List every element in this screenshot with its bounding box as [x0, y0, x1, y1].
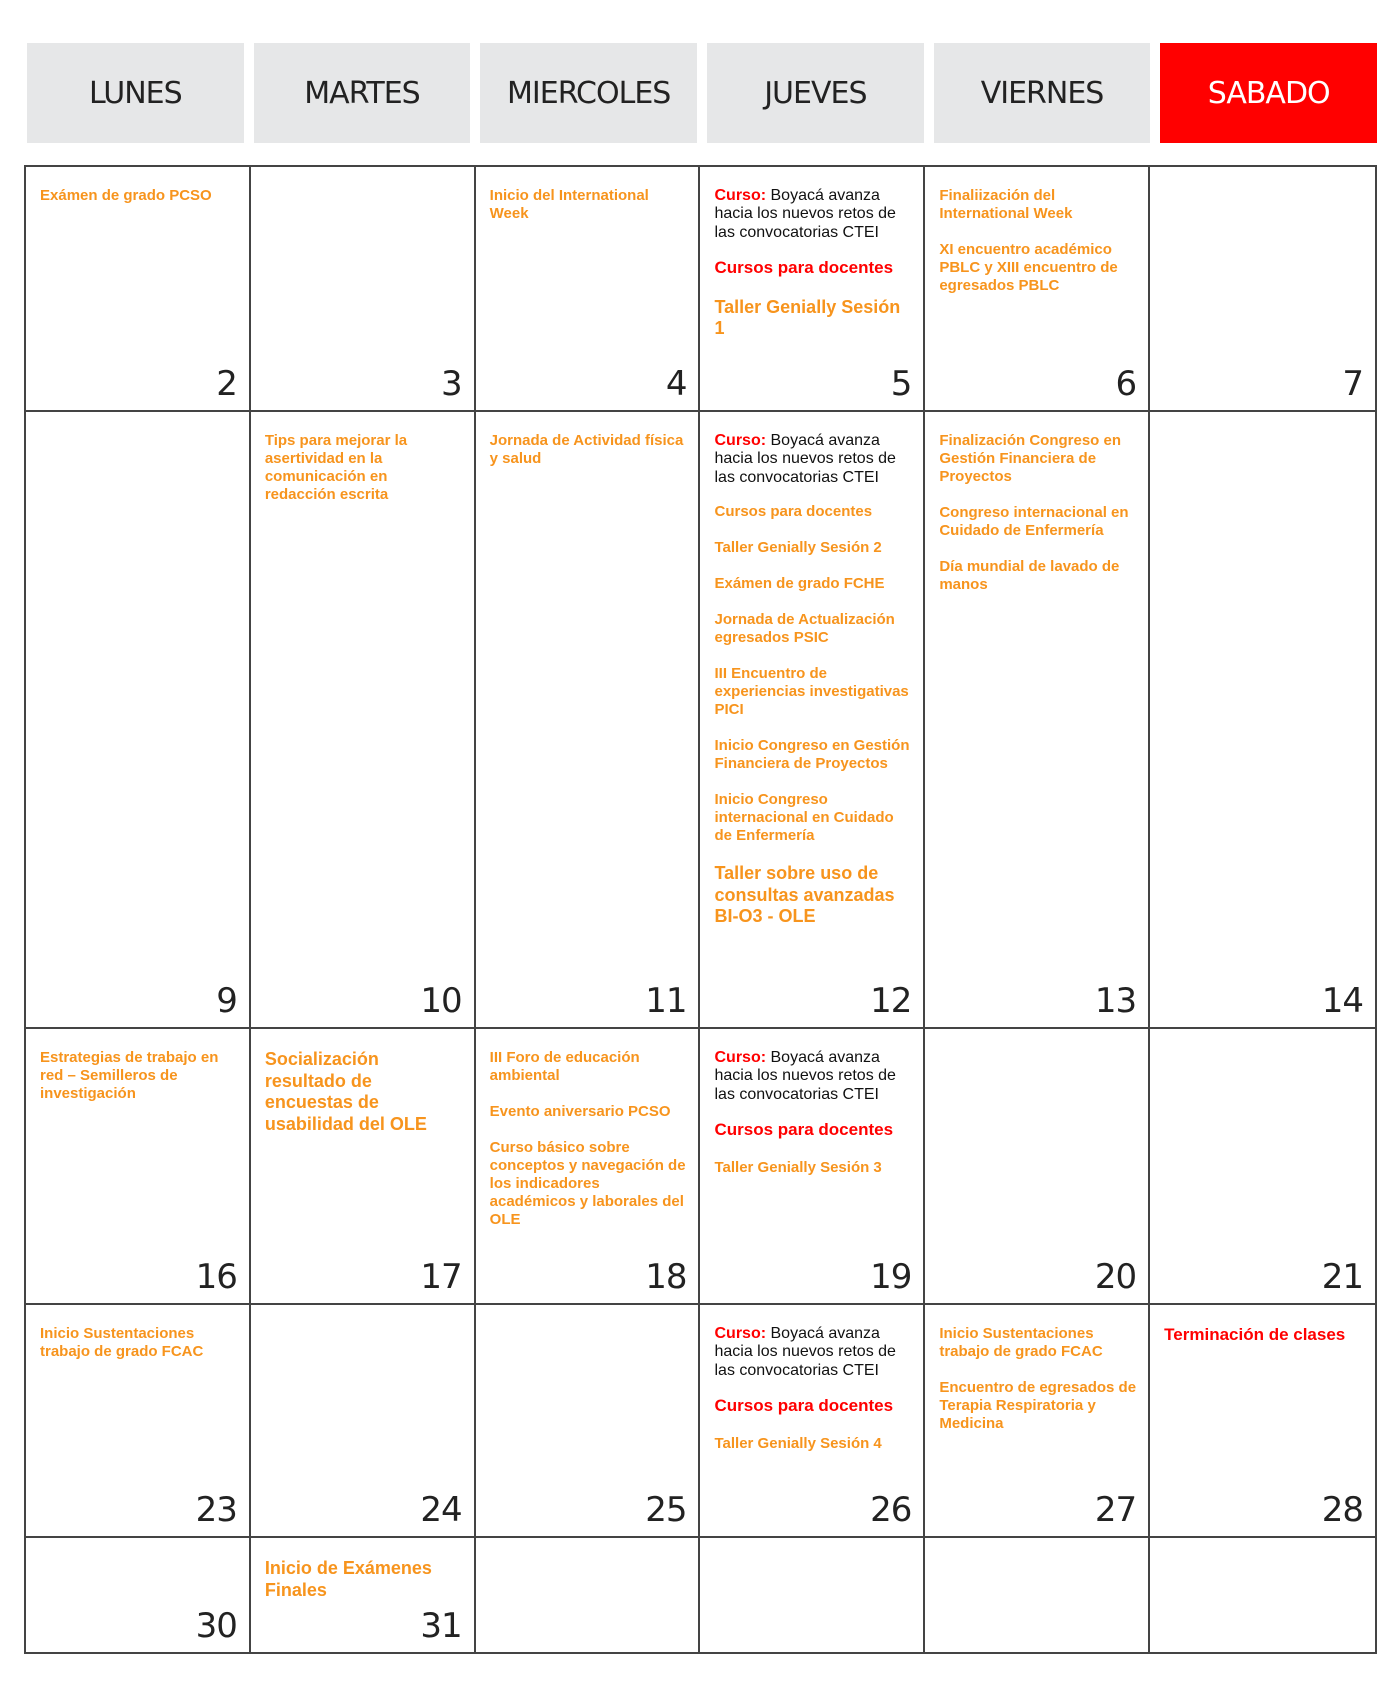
day-number: 19 [870, 1257, 912, 1297]
event-item: Inicio Sustentaciones trabajo de grado FCAC [40, 1325, 204, 1360]
event-item: Inicio Congreso internacional en Cuidado de Enfermería [714, 791, 894, 845]
day-cell[interactable] [476, 1029, 701, 1305]
day-number: 21 [1321, 1257, 1363, 1297]
event-item: Cursos para docentes [714, 503, 873, 521]
event-item: Tips para mejorar la asertividad en la comunicación en redacción escrita [264, 432, 408, 503]
event-item: Finalización Congreso en Gestión Financiera de Proyectos [939, 432, 1122, 485]
day-cell[interactable] [1150, 167, 1375, 412]
day-cell[interactable] [26, 167, 251, 412]
day-number: 26 [870, 1490, 912, 1530]
day-number: 25 [645, 1490, 687, 1530]
event-item: Encuentro de egresados de Terapia Respiratoria y Medicina [939, 1379, 1137, 1432]
day-number: 6 [1115, 364, 1137, 404]
day-number: 31 [420, 1606, 462, 1646]
day-cell[interactable] [26, 1538, 251, 1652]
day-number: 23 [195, 1490, 237, 1530]
weekday-5: SABADO [1160, 43, 1377, 143]
day-cell[interactable] [251, 167, 476, 412]
curso-text: Boyacá avanza hacia los nuevos retos de las convocatorias CTEI [714, 1049, 896, 1103]
curso-text: Boyacá avanza hacia los nuevos retos de las convocatorias CTEI [714, 1325, 896, 1379]
day-cell[interactable] [1150, 1029, 1375, 1305]
day-cell[interactable] [700, 167, 925, 412]
day-number: 16 [195, 1257, 237, 1297]
day-cell[interactable] [925, 167, 1150, 412]
event-item: Exámen de grado FCHE [714, 575, 885, 593]
event-item: Taller Genially Sesión 3 [714, 1158, 882, 1176]
event-item: Taller Genially Sesión 1 [714, 296, 901, 339]
event-item: Cursos para docentes [714, 1396, 894, 1416]
day-number: 24 [420, 1490, 462, 1530]
day-cell[interactable] [26, 412, 251, 1029]
day-cell[interactable] [925, 1029, 1150, 1305]
weekday-4: VIERNES [934, 43, 1151, 143]
day-number: 2 [216, 364, 237, 404]
day-cell[interactable] [925, 1305, 1150, 1538]
event-item: Estrategias de trabajo en red – Semilleros de investigación [40, 1049, 219, 1102]
curso-event [714, 1049, 911, 1104]
day-cell[interactable] [251, 1029, 476, 1305]
curso-label: Curso: [714, 432, 767, 449]
day-cell[interactable] [476, 1538, 701, 1652]
curso-label: Curso: [714, 1049, 767, 1066]
weekday-1: MARTES [254, 43, 471, 143]
day-cell[interactable] [251, 1538, 476, 1652]
day-number: 7 [1342, 364, 1363, 404]
day-number: 30 [195, 1606, 237, 1646]
day-number: 3 [441, 364, 462, 404]
day-cell[interactable] [26, 1305, 251, 1538]
curso-event [714, 1325, 911, 1380]
event-item: Cursos para docentes [714, 258, 894, 278]
weekday-0: LUNES [27, 43, 244, 143]
day-cell[interactable] [700, 1305, 925, 1538]
day-number: 27 [1094, 1490, 1137, 1530]
event-item: XI encuentro académico PBLC y XIII encuentro de egresados PBLC [939, 241, 1118, 294]
day-cell[interactable] [925, 1538, 1150, 1652]
calendar-grid [24, 165, 1377, 1654]
weekday-header [27, 43, 1377, 143]
event-item: Inicio Congreso en Gestión Financiera de Proyectos [714, 737, 910, 773]
day-cell[interactable] [476, 1305, 701, 1538]
day-cell[interactable] [476, 167, 701, 412]
event-item: Taller sobre uso de consultas avanzadas BI-O3 - OLE [714, 863, 895, 927]
event-item: Inicio Sustentaciones trabajo de grado FCAC [939, 1325, 1103, 1360]
curso-label: Curso: [714, 1325, 767, 1342]
day-cell[interactable] [700, 412, 925, 1029]
day-number: 12 [870, 981, 912, 1021]
day-cell[interactable] [1150, 1538, 1375, 1652]
day-number: 17 [420, 1257, 462, 1297]
day-cell[interactable] [26, 1029, 251, 1305]
event-item: Finaliización del International Week [939, 187, 1073, 222]
day-cell[interactable] [925, 412, 1150, 1029]
curso-event [714, 187, 911, 242]
curso-text: Boyacá avanza hacia los nuevos retos de las convocatorias CTEI [714, 432, 896, 486]
day-cell[interactable] [251, 1305, 476, 1538]
curso-label: Curso: [714, 187, 767, 204]
event-item: Jornada de Actualización egresados PSIC [714, 611, 895, 647]
event-item: III Encuentro de experiencias investigativas PICI [714, 665, 909, 719]
day-number: 10 [420, 981, 462, 1021]
event-item: Taller Genially Sesión 4 [714, 1434, 882, 1452]
event-item: Jornada de Actividad física y salud [489, 432, 684, 467]
event-item: Evento aniversario PCSO [489, 1103, 671, 1120]
day-number: 13 [1094, 981, 1137, 1021]
day-cell[interactable] [1150, 412, 1375, 1029]
day-number: 28 [1321, 1490, 1363, 1530]
day-cell[interactable] [1150, 1305, 1375, 1538]
weekday-3: JUEVES [707, 43, 924, 143]
day-number: 5 [890, 364, 912, 404]
weekday-2: MIERCOLES [480, 43, 697, 143]
event-item: Taller Genially Sesión 2 [714, 539, 882, 557]
event-item: Socialización resultado de encuestas de usabilidad del OLE [264, 1049, 427, 1134]
day-number: 20 [1094, 1257, 1137, 1297]
day-cell[interactable] [700, 1029, 925, 1305]
day-cell[interactable] [700, 1538, 925, 1652]
day-number: 4 [665, 364, 687, 404]
event-item: Terminación de clases [1164, 1325, 1346, 1344]
event-item: Inicio del International Week [489, 187, 649, 222]
event-item: Curso básico sobre conceptos y navegación de los indicadores académicos y laborales del OLE [489, 1139, 686, 1228]
day-number: 11 [645, 981, 687, 1021]
day-number: 9 [216, 981, 237, 1021]
event-item: Exámen de grado PCSO [40, 187, 212, 204]
curso-event [714, 432, 911, 487]
event-item: Cursos para docentes [714, 1120, 894, 1140]
day-number: 14 [1321, 981, 1363, 1021]
day-number: 18 [645, 1257, 687, 1297]
day-cell[interactable] [251, 412, 476, 1029]
event-item: Congreso internacional en Cuidado de Enfermería [939, 504, 1129, 539]
event-item: III Foro de educación ambiental [489, 1049, 640, 1084]
event-item: Día mundial de lavado de manos [939, 558, 1120, 593]
event-item: Inicio de Exámenes Finales [264, 1558, 432, 1600]
curso-text: Boyacá avanza hacia los nuevos retos de las convocatorias CTEI [714, 187, 896, 241]
day-cell[interactable] [476, 412, 701, 1029]
